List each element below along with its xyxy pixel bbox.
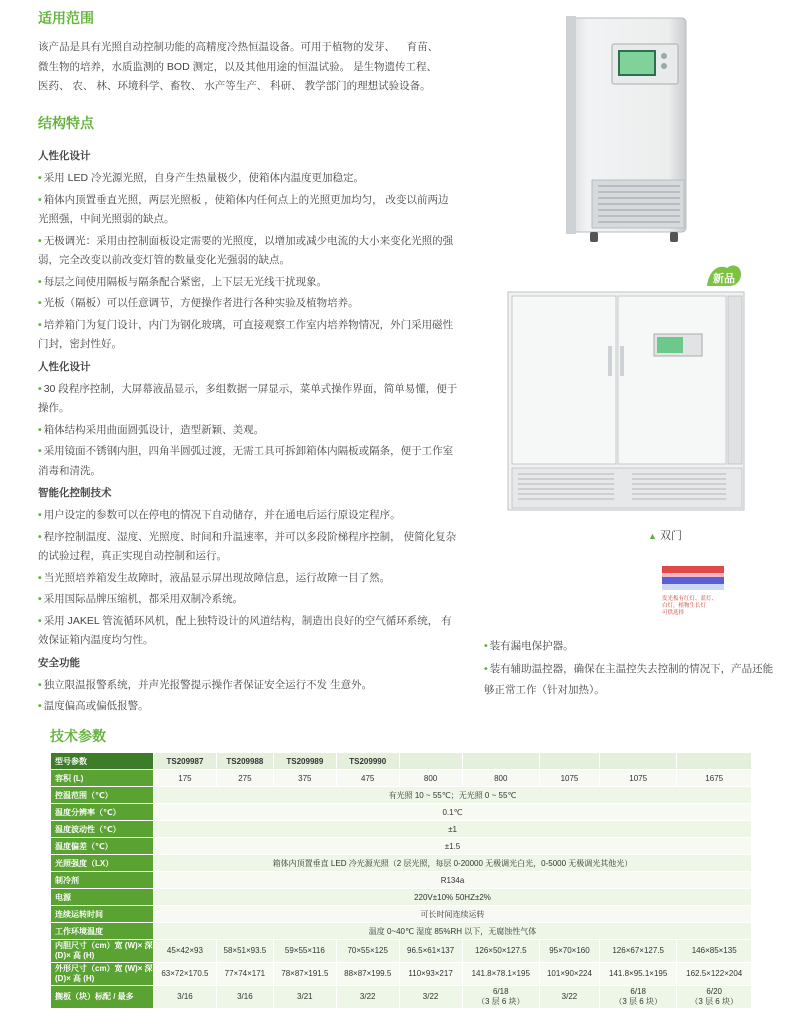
- table-cell: 162.5×122×204: [677, 963, 751, 985]
- table-cell: 1075: [540, 770, 599, 786]
- bullet-dot-icon: •: [38, 700, 42, 712]
- table-cell: [677, 753, 751, 769]
- table-cell: 3/16: [154, 986, 216, 1008]
- table-row: [51, 963, 751, 985]
- new-product-badge-text: 新品: [713, 273, 735, 285]
- triangle-up-icon: ▲: [648, 531, 657, 541]
- inset-note-line: 发光板有红灯、蓝灯、: [662, 596, 718, 602]
- feature-item-text: 采用国际品牌压缩机，都采用双制冷系统。: [43, 593, 244, 605]
- bullet-dot-icon: •: [38, 234, 42, 247]
- table-cell: 141.8×78.1×195: [463, 963, 539, 985]
- double-door-caption: [648, 527, 682, 543]
- scope-paragraph: [38, 38, 468, 97]
- table-cell: 6/18 （3 层 6 块）: [600, 986, 676, 1008]
- feature-item: [38, 273, 458, 293]
- table-cell: 96.5×61×137: [400, 940, 462, 962]
- feature-item: [38, 421, 458, 441]
- table-cell: [600, 753, 676, 769]
- table-cell: 110×93×217: [400, 963, 462, 985]
- table-row: [51, 821, 751, 837]
- feature-item: [38, 528, 458, 567]
- feature-item: [38, 590, 458, 610]
- scope-line: 微生物的培养，水质监测的 BOD 测定，以及其他用途的恒温试验。 是生物遗传工程、: [38, 60, 438, 73]
- table-cell: 126×50×127.5: [463, 940, 539, 962]
- row-label: 制冷剂: [51, 872, 153, 888]
- feature-item-text: 无极调光：采用由控制面板设定需要的光照度，以增加或减少电流的大小来变化光照的强弱，完全改变以前改变灯管的数量变化光强弱的缺点。: [38, 234, 454, 266]
- row-label: 电源: [51, 889, 153, 905]
- bullet-dot-icon: •: [484, 663, 488, 675]
- table-row: [51, 804, 751, 820]
- feature-item-text: 温度偏高或偏低报警。: [43, 700, 149, 712]
- table-cell: ±1.5: [154, 838, 751, 854]
- table-cell: 3/22: [337, 986, 399, 1008]
- feature-item: [38, 676, 458, 696]
- table-cell: 126×67×127.5: [600, 940, 676, 962]
- table-cell: 275: [217, 770, 273, 786]
- bullet-dot-icon: •: [38, 275, 42, 288]
- feature-item-text: 装有漏电保护器。: [489, 640, 574, 652]
- table-cell: 可长时间连续运转: [154, 906, 751, 922]
- table-row: [51, 770, 751, 786]
- row-label: 工作环境温度: [51, 923, 153, 939]
- feature-item: [38, 232, 458, 271]
- feature-item: [484, 636, 774, 657]
- bullet-dot-icon: •: [38, 172, 42, 184]
- bullet-dot-icon: •: [38, 193, 42, 206]
- table-row: [51, 753, 751, 769]
- table-cell: 6/18 （3 层 6 块）: [463, 986, 539, 1008]
- row-label: 温度分辨率（℃）: [51, 804, 153, 820]
- table-row: [51, 838, 751, 854]
- features-column: [38, 146, 458, 719]
- feature-item-text: 采用 LED 冷光源光照，自身产生热量极少，使箱体内温度更加稳定。: [43, 172, 364, 184]
- section-title-structure: 结构特点: [38, 115, 94, 131]
- table-cell: [463, 753, 539, 769]
- feature-item: [38, 612, 458, 651]
- feature-item: [38, 191, 458, 230]
- table-cell: 6/20 （3 层 6 块）: [677, 986, 751, 1008]
- feature-item: [484, 659, 774, 701]
- section-title-spec: 技术参数: [50, 728, 106, 744]
- table-row: [51, 940, 751, 962]
- feature-item-text: 用户设定的参数可以在停电的情况下自动储存，并在通电后运行原设定程序。: [43, 509, 401, 521]
- feature-item-text: 每层之间使用隔板与隔条配合紧密，上下层无光线干扰现象。: [43, 275, 328, 288]
- bullet-dot-icon: •: [484, 640, 488, 652]
- table-row: [51, 889, 751, 905]
- table-cell: 59×55×116: [274, 940, 336, 962]
- row-label: 控温范围（℃）: [51, 787, 153, 803]
- table-cell: 1075: [600, 770, 676, 786]
- table-row: [51, 923, 751, 939]
- feature-item-text: 当光照培养箱发生故障时，液晶显示屏出现故障信息，运行故障一目了然。: [43, 571, 391, 584]
- table-cell: 141.8×95.1×195: [600, 963, 676, 985]
- table-cell: 温度 0~40℃ 湿度 85%RH 以下，无腐蚀性气体: [154, 923, 751, 939]
- table-cell: 88×87×199.5: [337, 963, 399, 985]
- scope-line: 该产品是具有光照自动控制功能的高精度冷热恒温设备。可用于植物的发芽、 育苗、: [38, 41, 439, 53]
- table-cell: 101×90×224: [540, 963, 599, 985]
- section-title-scope: 适用范围: [38, 10, 94, 26]
- feature-item: [38, 506, 458, 526]
- feature-item: [38, 294, 458, 314]
- table-cell: 70×55×125: [337, 940, 399, 962]
- bullet-dot-icon: •: [38, 509, 42, 521]
- table-cell: 475: [337, 770, 399, 786]
- table-cell: 58×51×93.5: [217, 940, 273, 962]
- feature-item-text: 独立限温报警系统，并声光报警提示操作者保证安全运行不发 生意外。: [43, 678, 373, 691]
- table-row: [51, 986, 751, 1008]
- feature-item-text: 装有辅助温控器，确保在主温控失去控制的情况下，产品还能够正常工作（针对加热）。: [484, 663, 774, 696]
- feature-item-text: 培养箱门为复门设计，内门为钢化玻璃，可直接观察工作室内培养物情况，外门采用磁性门封，密封性好。: [38, 318, 454, 350]
- row-label: 温度偏差（℃）: [51, 838, 153, 854]
- row-label: 温度波动性（℃）: [51, 821, 153, 837]
- feature-item-text: 采用 JAKEL 管流循环风机，配上独特设计的风道结构，制造出良好的空气循环系统， 有效保证箱内温度均匀性。: [38, 614, 452, 646]
- feature-item: [38, 569, 458, 589]
- bullet-dot-icon: •: [38, 297, 42, 309]
- feature-group-heading: 人性化设计: [38, 150, 91, 162]
- bullet-dot-icon: •: [38, 423, 42, 436]
- feature-item: [38, 442, 458, 481]
- table-cell: 77×74×171: [217, 963, 273, 985]
- table-cell: 1675: [677, 770, 751, 786]
- feature-item: [38, 316, 458, 355]
- double-door-label: 双门: [659, 530, 682, 542]
- table-cell: [400, 753, 462, 769]
- table-cell: R134a: [154, 872, 751, 888]
- inset-note-line: 白灯，植物生长灯: [662, 603, 707, 609]
- table-cell: 有光照 10 ~ 55℃；无光照 0 ~ 55℃: [154, 787, 751, 803]
- table-row: [51, 872, 751, 888]
- feature-item-text: 光板（隔板）可以任意调节，方便操作者进行各种实验及植物培养。: [43, 297, 359, 309]
- feature-item: [38, 380, 458, 419]
- double-door-incubator-image: [504, 288, 748, 514]
- table-cell: 95×70×160: [540, 940, 599, 962]
- table-row: [51, 787, 751, 803]
- feature-item-text: 采用镜面不锈钢内胆，四角半圆弧过渡，无需工具可拆卸箱体内隔板或隔条，便于工作室消毒和清洗。: [38, 445, 454, 477]
- right-features-column: [484, 634, 774, 703]
- bullet-dot-icon: •: [38, 445, 42, 457]
- feature-group-heading: 智能化控制技术: [38, 487, 112, 499]
- feature-item-text: 程序控制温度、湿度、光照度、时间和升温速率，并可以多段阶梯程序控制， 使简化复杂的试验过程，真正实现自动控制和运行。: [38, 530, 457, 562]
- table-row: [51, 855, 751, 871]
- table-cell: TS209988: [217, 753, 273, 769]
- single-door-incubator-image: [562, 14, 694, 248]
- row-label: 光照强度（LX）: [51, 855, 153, 871]
- row-label: 连续运转时间: [51, 906, 153, 922]
- table-cell: 146×85×135: [677, 940, 751, 962]
- feature-item: [38, 169, 458, 189]
- table-cell: 45×42×93: [154, 940, 216, 962]
- bullet-dot-icon: •: [38, 571, 42, 584]
- table-cell: 3/22: [540, 986, 599, 1008]
- feature-item: [38, 697, 458, 717]
- row-label: 容积 (L): [51, 770, 153, 786]
- new-product-badge-icon: [705, 262, 743, 288]
- feature-group-heading: 安全功能: [38, 656, 80, 669]
- scope-line: 医药、 农、 林、环境科学、畜牧、 水产等生产、 科研、 教学部门的理想试验设备。: [38, 80, 431, 92]
- bullet-dot-icon: •: [38, 530, 42, 543]
- table-cell: 3/21: [274, 986, 336, 1008]
- table-cell: TS209987: [154, 753, 216, 769]
- bullet-dot-icon: •: [38, 678, 42, 691]
- inset-note-line: 可供选择: [662, 610, 685, 616]
- bullet-dot-icon: •: [38, 318, 42, 331]
- table-cell: 箱体内顶置垂直 LED 冷光源光照（2 层光照，每层 0-20000 无极调光白光，0-5000 无极调光其他光）: [154, 855, 751, 871]
- table-cell: 3/16: [217, 986, 273, 1008]
- table-cell: TS209989: [274, 753, 336, 769]
- table-cell: 375: [274, 770, 336, 786]
- feature-group-heading: 人性化设计: [38, 360, 91, 373]
- table-cell: 175: [154, 770, 216, 786]
- row-label: 内胆尺寸（cm）宽 (W)× 深 (D)× 高 (H): [51, 940, 153, 962]
- bullet-dot-icon: •: [38, 593, 42, 605]
- table-cell: [540, 753, 599, 769]
- table-cell: 220V±10% 50HZ±2%: [154, 889, 751, 905]
- bullet-dot-icon: •: [38, 614, 42, 627]
- row-label: 外形尺寸（cm）宽 (W)× 深 (D)× 高 (H): [51, 963, 153, 985]
- table-cell: 800: [400, 770, 462, 786]
- row-label: 搁板（块）标配 / 最多: [51, 986, 153, 1008]
- table-cell: 63×72×170.5: [154, 963, 216, 985]
- table-cell: 78×87×191.5: [274, 963, 336, 985]
- table-cell: 800: [463, 770, 539, 786]
- light-panel-color-bars-image: [662, 566, 724, 590]
- table-cell: ±1: [154, 821, 751, 837]
- table-cell: TS209990: [337, 753, 399, 769]
- row-label: 型号参数: [51, 753, 153, 769]
- feature-item-text: 箱体内顶置垂直光照，两层光照板 ，使箱体内任何点上的光照更加均匀， 改变以前两边光照强，中间光照弱的缺点。: [38, 193, 449, 225]
- table-cell: 0.1℃: [154, 804, 751, 820]
- bullet-dot-icon: •: [38, 382, 42, 395]
- feature-item-text: 箱体结构采用曲面圆弧设计，造型新颖、美观。: [43, 423, 265, 436]
- feature-item-text: 30 段程序控制，大屏幕液晶显示，多组数据一屏显示，菜单式操作界面，简单易懂，便于操作。: [38, 382, 458, 414]
- table-cell: 3/22: [400, 986, 462, 1008]
- light-panel-inset: [662, 566, 724, 624]
- spec-table: [50, 752, 752, 1009]
- table-row: [51, 906, 751, 922]
